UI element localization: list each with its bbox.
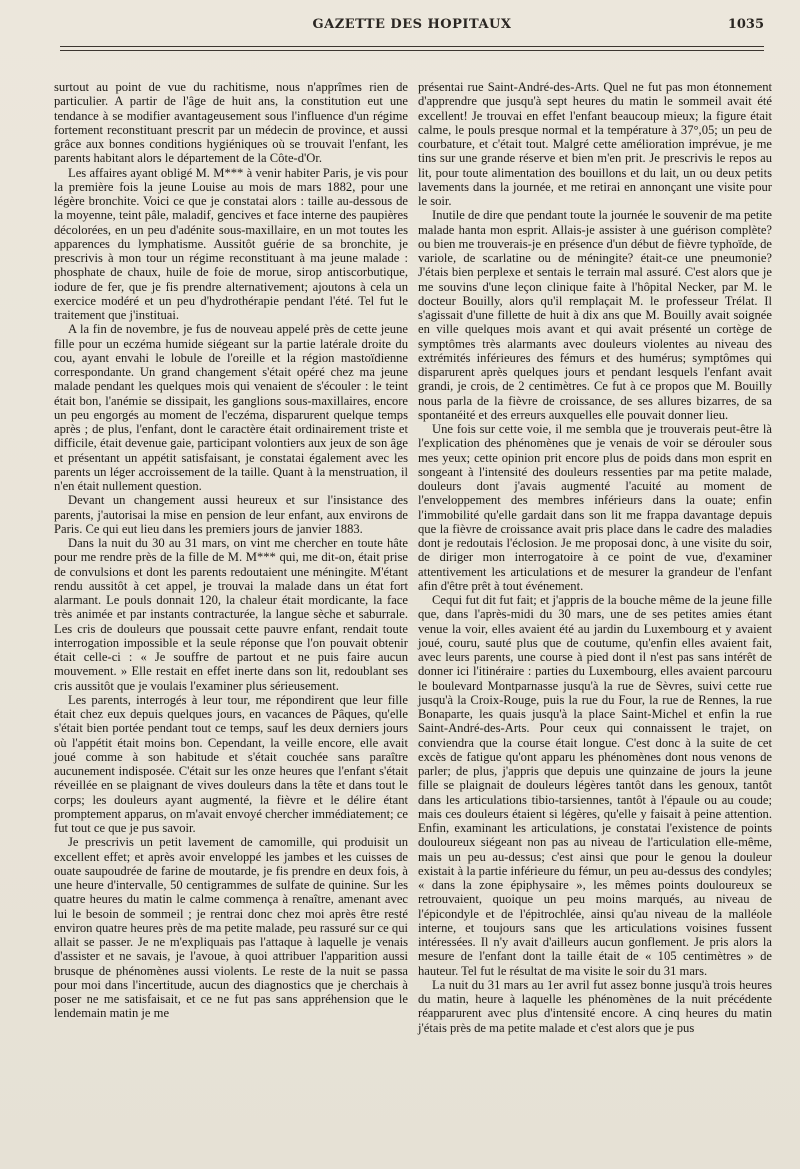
paragraph: Les parents, interrogés à leur tour, me répondirent que leur fille était chez eux depuis quelques jours, en vacances de Pâques, qu'elle s'était bien portée pendant tout ce temps, sauf les deux derniers jours où l'appétit était moins bon. Cependant, la veille encore, elle avait joué comme à son habitude et s'était couchée sans paraître aucunement indisposée. C'était sur les onze heures que l'enfant s'était réveillée en se plaignant de vives douleurs dans la tête et dans tout le corps; les douleurs ayant augmenté, la fièvre et le délire étant promptement apparus, on m'avait envoyé chercher immédiatement; ce fut tout ce que je pus savoir. bbox=[54, 692, 408, 835]
paragraph: Inutile de dire que pendant toute la journée le souvenir de ma petite malade hanta mon esprit. Allais-je assister à une guérison complète? ou bien me trouverais-je en présence d'un début de fièvre typhoïde, de variole, de scarlatine ou de méningite? était-ce une pneumonie? J'étais bien perplexe et sentais le terrain mal assuré. C'est alors que je me souvins d'une leçon clinique faite à l'hôpital Necker, par M. le docteur Bouilly, alors qu'il remplaçait M. le professeur Trélat. Il s'agissait d'une fillette de huit à dix ans que M. Bouilly avait soignée en ville quelques mois avant et qui avait présenté un cortège de symptômes très alarmants avec douleurs violentes au niveau des extrémités inférieures des fémurs et des humérus; symptômes qui disparurent après quelques jours et pendant lesquels l'enfant avait grandi, je crois, de 2 centimètres. Ce fut à ce propos que M. Bouilly nous parla de la fièvre de croissance, de ses allures bizarres, de sa spontanéité et des erreurs auxquelles elle pouvait donner lieu. bbox=[418, 208, 772, 422]
header-rule-bottom bbox=[60, 50, 764, 51]
page-header bbox=[60, 14, 764, 38]
paragraph: La nuit du 31 mars au 1er avril fut assez bonne jusqu'à trois heures du matin, heure à laquelle les phénomènes de la nuit précédente réapparurent avec plus d'intensité encore. A cinq heures du matin j'étais près de ma petite malade et c'est alors que je pus bbox=[418, 977, 772, 1035]
paragraph: présentai rue Saint-André-des-Arts. Quel ne fut pas mon étonnement d'apprendre que jusqu'à sept heures du matin le sommeil avait été excellent! Je trouvai en effet l'enfant beaucoup mieux; la figure était calme, le pouls presque normal et la température à 37°,05; un peu de courbature, et c'était tout. Malgré cette amélioration imprévue, je me tins sur une grande réserve et bien m'en prit. Je prescrivis le repos au lit, pour toute alimentation des bouillons et du lait, un ou deux petits lavements dans la journée, et me retirai en annonçant une visite pour le soir. bbox=[418, 80, 772, 208]
paragraph: surtout au point de vue du rachitisme, nous n'apprîmes rien de particulier. A partir de l'âge de huit ans, la constitution eut une tendance à se modifier avantageusement sous l'influence d'un régime fortement reconstituant prescrit par un médecin de province, et aussi grâce aux bonnes conditions hygiéniques où se trouvait l'enfant, les parents habitant alors le département de la Côte-d'Or. bbox=[54, 80, 408, 166]
running-title: GAZETTE DES HOPITAUX bbox=[312, 17, 512, 32]
page-number: 1035 bbox=[727, 17, 764, 32]
paragraph: Je prescrivis un petit lavement de camomille, qui produisit un excellent effet; et après avoir enveloppé les jambes et les cuisses de ouate saupoudrée de farine de moutarde, je fis prendre en deux fois, à une heure d'intervalle, 50 centigrammes de sulfate de quinine. Sur les quatre heures du matin le calme commença à renaître, amenant avec lui le besoin de sommeil ; je rentrai donc chez moi après être resté environ quatre heures près de ma petite malade, peu rassuré sur ce qui allait se passer. Je ne m'expliquais pas l'attaque à laquelle je venais d'assister et ne savais, je l'avoue, à quoi attribuer l'apparition aussi brusque de phénomènes aussi violents. Le reste de la nuit se passa pour moi dans l'incertitude, aucun des diagnostics que je cherchais à poser ne me satisfaisait, et ce ne fut pas sans appréhension que le lendemain matin je me bbox=[54, 835, 408, 1021]
paragraph: Dans la nuit du 30 au 31 mars, on vint me chercher en toute hâte pour me rendre près de la fille de M. M*** qui, me dit-on, était prise de convulsions et dont les parents redoutaient une méningite. M'étant rendu aussitôt à cet appel, je trouvai la malade dans un état fort alarmant. Le pouls donnait 120, la chaleur était mordicante, la face très animée et par instants contracturée, la langue sèche et saburrale. Les cris de douleurs que poussait cette pauvre enfant, rendait toute interrogation impossible et la seule réponse que l'on pouvait obtenir était celle-ci : « Je souffre de partout et ne puis faire aucun mouvement. » Elle restait en effet inerte dans son lit, redoublant ses cris aussitôt que je voulais l'examiner plus sérieusement. bbox=[54, 536, 408, 693]
paragraph: Une fois sur cette voie, il me sembla que je trouverais peut-être là l'explication des phénomènes que je venais de voir se dérouler sous mes yeux; cette opinion prit encore plus de poids dans mon esprit en songeant à l'intensité des douleurs ressenties par ma petite malade, douleurs dont j'avais augmenté l'acuité au moment de l'enveloppement des membres inférieurs dans la ouate; enfin l'immobilité qu'elle gardait dans son lit me frappa davantage depuis que la fièvre de croissance avait pris place dans le cadre des maladies dont je redoutais l'éclosion. Je me proposai donc, à une visite du soir, de diriger mon interrogatoire à ce point de vue, d'examiner attentivement les articulations et de mesurer la grandeur de l'enfant afin d'être prêt à tout événement. bbox=[418, 422, 772, 593]
paragraph: A la fin de novembre, je fus de nouveau appelé près de cette jeune fille pour un eczéma humide siégeant sur la partie latérale droite du cou, ayant envahi le lobule de l'oreille et la région mastoïdienne correspondante. Un grand changement s'était opéré chez ma jeune malade pendant les quelques mois qui venaient de s'écouler : le teint était bon, l'anémie se dissipait, les ganglions sous-maxillaires, encore un peu engorgés au moment de l'eczéma, disparurent quelque temps après ; de plus, l'enfant, dont le caractère était ordinairement triste et difficile, était devenue gaie, participant volontiers aux jeux de son âge et présentant un appétit satisfaisant, je constatai également avec les parents un léger accroissement de la taille. Quant à la menstruation, il n'en était nullement question. bbox=[54, 322, 408, 493]
paragraph: Devant un changement aussi heureux et sur l'insistance des parents, j'autorisai la mise en pension de leur enfant, aux environs de Paris. Ce qui eut lieu dans les premiers jours de janvier 1883. bbox=[54, 493, 408, 536]
right-column bbox=[418, 80, 772, 1035]
left-column bbox=[54, 80, 408, 1021]
paragraph: Cequi fut dit fut fait; et j'appris de la bouche même de la jeune fille que, dans l'après-midi du 30 mars, une de ses petites amies étant venue la voir, elles avaient été au jardin du Luxembourg et y avaient joué, couru, sauté plus que de coutume, qu'enfin elles avaient fait, avec leurs parents, une course à pied dont il n'est pas sans intérêt de donner ici l'itinéraire : parties du Luxembourg, elles avaient parcouru le boulevard Montparnasse jusqu'à la rue de Sèvres, suivi cette rue jusqu'à la Croix-Rouge, puis la rue du Four, la rue de Rennes, la rue Bonaparte, les quais jusqu'à la place Saint-Michel et enfin la rue Saint-André-des-Arts. Pour ceux qui connaissent le trajet, on conviendra que la course était longue. C'est donc à la suite de cet excès de fatigue qu'ont apparu les phénomènes dont nous venons de parler; de plus, j'appris que depuis une quinzaine de jours la jeune fille se plaignait de douleurs légères tantôt dans les genoux, tantôt dans les articulations tibio-tarsiennes, tantôt à l'épaule ou au coude; mais ces douleurs étaient si légères, qu'elle y faisait à peine attention. Enfin, examinant les articulations, je constatai l'existence de points douloureux siégeant non pas au niveau de l'articulation elle-même, mais un peu au-dessus; c'est ainsi que pour le genou la douleur existait à la partie inférieure du fémur, un peu au-dessus des condyles; « dans la zone épiphysaire », les mêmes points douloureux se retrouvaient, quoique un peu moins marqués, au niveau de l'épicondyle et de l'épitrochlée, ainsi qu'au niveau de la malléole interne, et toujours sans que les articulations voisines fussent intéressées. Il n'y avait d'ailleurs aucun gonflement. Je pris alors la mesure de l'enfant dont la taille était de « 105 centimètres » de hauteur. Tel fut le résultat de ma visite le soir du 31 mars. bbox=[418, 593, 772, 978]
header-rule-top bbox=[60, 46, 764, 47]
paragraph: Les affaires ayant obligé M. M*** à venir habiter Paris, je vis pour la première fois la jeune Louise au mois de mars 1882, pour une légère bronchite. Voici ce que je constatai alors : taille au-dessous de la moyenne, teint pâle, maladif, gencives et face interne des paupières décolorées, en un peu d'adénite sous-maxillaire, en un mot toutes les apparences du lymphatisme. Aussitôt guérie de sa bronchite, je prescrivis à mon tour un régime reconstituant à ma jeune malade : phosphate de chaux, huile de foie de morue, sirop antiscorbutique, iodure de fer, que je fis prendre alternativement; ajoutons à cela un exercice modéré et un peu d'hydrothérapie pendant l'été. Tel fut le traitement que j'instituai. bbox=[54, 165, 408, 322]
